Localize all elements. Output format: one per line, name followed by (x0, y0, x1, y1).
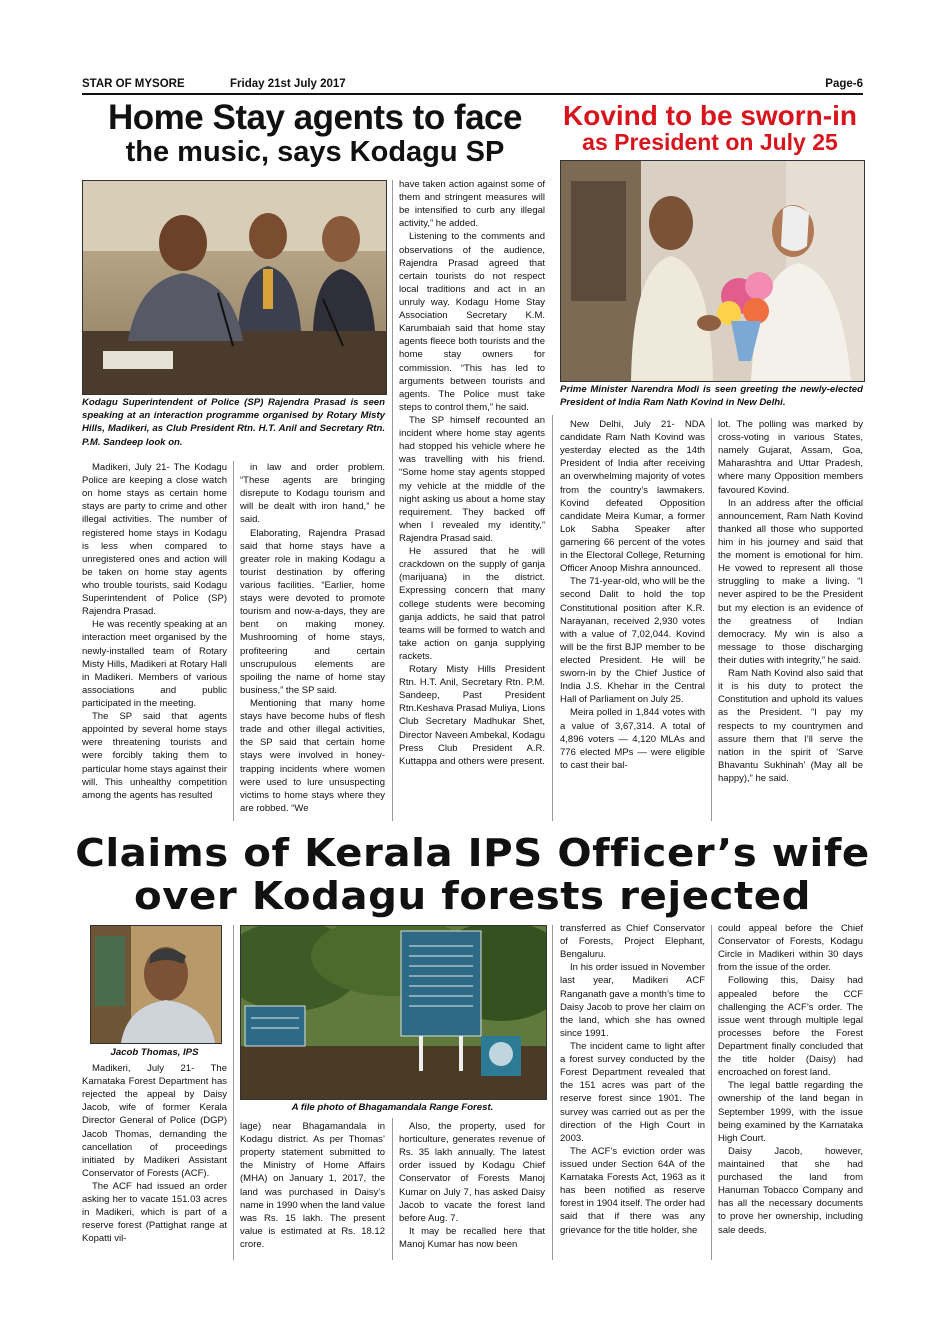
paragraph: Mentioning that many home stays have become hubs of flesh trade and other illegal activities, the SP said that certain home stays were involved in honey-trapping incidents where women were used to lure unsuspecting victims to home stays where they are robbed. “We (240, 697, 385, 814)
story3-headline-line2: over Kodagu forests rejected (134, 873, 811, 918)
story3-column-1 (82, 1062, 227, 1246)
paragraph: could appeal before the Chief Conservator of Forests, Kodagu Circle in Madikeri within 30 days from the issue of the order. (718, 923, 863, 974)
paragraph: lot. The polling was marked by cross-voting in various States, namely Gujarat, Assam, Goa, Maharashtra and Uttar Pradesh, where many Opposition members favoured Kovind. (718, 419, 863, 496)
paragraph: Following this, Daisy had appealed before the CCF challenging the ACF’s order. The issue went through multiple legal processes before the Forest Department finally concluded that the title holder (Daisy) had encroached on forest land. (718, 975, 863, 1079)
kovind-modi-illustration (561, 161, 864, 381)
paragraph: It may be recalled here that Manoj Kumar has now been (399, 1225, 545, 1250)
paragraph: The SP himself recounted an incident where home stay agents had stopped his vehicle where he was travelling with his friend. “Some home stay agents stopped my vehicle at the middle of the night asking us about a home stay requirement. They backed off when I revealed my identity,” Rajendra Prasad said. (399, 414, 545, 544)
paragraph: have taken action against some of them and stringent measures will be intensified to curb any illegal activity,” he added. (399, 179, 545, 230)
story3-column-2 (240, 1120, 385, 1251)
kovind-modi-photo (560, 160, 865, 382)
story3-column-5 (718, 922, 863, 1237)
story2-headline-line1: Kovind to be sworn-in (563, 100, 857, 131)
paragraph: The incident came to light after a forest survey conducted by the Forest Department revealed that the 151 acres was part of the reserve forest since 1901. The survey was carried out as per the direction of the High Court in 2003. (560, 1040, 705, 1144)
bhagamandala-forest-photo (240, 925, 547, 1100)
sp-meeting-illustration (83, 181, 386, 394)
story1-photo-caption: Kodagu Superintendent of Police (SP) Rajendra Prasad is seen speaking at an interaction programme organised by Rotary Misty Hills, Madikeri, as Club President Rtn. H.T. Anil and Secretary Rtn. P.M. Sandeep look on. (82, 397, 385, 448)
story1-headline-line1: Home Stay agents to face (108, 98, 522, 137)
story1-column-3 (399, 178, 545, 768)
masthead-rule (82, 93, 863, 95)
story2-column-1 (560, 418, 705, 772)
story2-headline (555, 101, 865, 155)
paragraph: Also, the property, used for horticulture, generates revenue of Rs. 35 lakh annually. The latest order issued by Kodagu Chief Conservator of Forests Manoj Kumar on July 7, has asked Daisy Jacob to vacate the forest land before Aug. 7. (399, 1121, 545, 1224)
paragraph: transferred as Chief Conservator of Forests, Project Elephant, Bengaluru. (560, 923, 705, 961)
paragraph: He assured that he will crackdown on the supply of ganja (marijuana) in the district. Expressing concern that many college students were becoming ganja addicts, he said that patrol teams will be formed to watch and take action on ganja supplying rackets. (399, 546, 545, 662)
forest-illustration (241, 926, 546, 1099)
paragraph: In his order issued in November last year, Madikeri ACF Ranganath gave a month’s time to Daisy Jacob to prove her claim on the land, which she has owned since 1991. (560, 962, 705, 1039)
publication-name: STAR OF MYSORE (82, 78, 185, 90)
paragraph: The ACF’s eviction order was issued under Section 64A of the Karnataka Forests Act, 1963 as it has been notified as reserve forest in 1904 itself. The order had said that if there was any grievance for the title holder, she (560, 1145, 705, 1236)
column-divider (711, 418, 712, 821)
story2-headline-line2: as President on July 25 (582, 129, 838, 156)
column-divider (392, 180, 393, 821)
paragraph: in law and order problem. “These agents are bringing disrepute to Kodagu tourism and will be dealt with iron hand,” he said. (240, 462, 385, 526)
paragraph: Madikeri, July 21- The Karnataka Forest Department has rejected the appeal by Daisy Jacob, wife of former Kerala Director General of Police (DGP) Jacob Thomas, demanding the cancellation of proceedings initiated by Madikeri Assistant Conservator of Forests (ACF). (82, 1063, 227, 1179)
column-divider (233, 461, 234, 821)
page-number: Page-6 (825, 78, 863, 90)
story1-column-1 (82, 461, 227, 802)
story3-column-4 (560, 922, 705, 1237)
paragraph: Rotary Misty Hills President Rtn. H.T. Anil, Secretary Rtn. P.M. Sandeep, Past President Rtn.Keshava Prasad Muliya, Lions Club Secretary Madhukar Shet, Director Naveen Ambekal, Kodagu Press Club President A.R. Kuttappa and others were present. (399, 664, 545, 767)
paragraph: The SP said that agents appointed by several home stays were threatening tourists and were forcibly taking them to particular home stays against their will. This unhealthy competition among the agents has resulted (82, 711, 227, 801)
story3-column-3 (399, 1120, 545, 1251)
story2-column-2 (718, 418, 863, 785)
paragraph: Meira polled in 1,844 votes with a value of 3,67,314. A total of 4,896 voters — 4,120 MLAs and 776 elected MPs — were eligible to cast their bal- (560, 707, 705, 771)
paragraph: In an address after the official announcement, Ram Nath Kovind thanked all those who supported him in his journey and said that the moment is emotional for him. He vowed to represent all those struggling to make a living. “I never aspired to be the President but my election is an evidence of the greatness of Indian democracy. My win is also a message to those discharging their duties with integrity,” he said. (718, 497, 863, 666)
issue-date: Friday 21st July 2017 (230, 78, 346, 90)
story2-photo-caption: Prime Minister Narendra Modi is seen greeting the newly-elected President of India Ram Nath Kovind in New Delhi. (560, 384, 863, 409)
paragraph: lage) near Bhagamandala in Kodagu district. As per Thomas’ property statement submitted to the Ministry of Home Affairs (MHA) on January 1, 2017, the land was purchased in Daisy’s name in 1990 when the land value was Rs. 15 lakh. The present value is estimated at Rs. 18.12 crore. (240, 1121, 385, 1250)
forest-photo-caption: A file photo of Bhagamandala Range Forest. (291, 1102, 494, 1113)
column-divider (552, 415, 553, 821)
paragraph: The ACF had issued an order asking her to vacate 151.03 acres in Madikeri, which is part of a reserve forest (Pattighat range at Kopatti vil- (82, 1180, 227, 1245)
paragraph: Elaborating, Rajendra Prasad said that home stays have a greater role in making Kodagu a tourist destination by offering various facilities. “Earlier, home stays were devoted to promote tourism and now-a-days, they are bent on making money. Mushrooming of home stays, profiteering and certain unscrupulous elements are spoiling the name of home stay business,” the SP said. (240, 527, 385, 696)
column-divider (233, 925, 234, 1260)
story1-headline (80, 100, 550, 167)
masthead (82, 78, 863, 94)
jacob-thomas-caption: Jacob Thomas, IPS (110, 1047, 199, 1058)
story1-column-2 (240, 461, 385, 815)
paragraph: He was recently speaking at an interaction meet organised by the newly-installed team of Rotary Misty Hills, Madikeri at Rotary Hall in Madikeri. Members of various associations and public participated in the meeting. (82, 619, 227, 709)
jacob-thomas-photo (90, 925, 222, 1044)
column-divider (392, 1118, 393, 1260)
paragraph: Daisy Jacob, however, maintained that she had purchased the land from Hanuman Tobacco Company and has all the necessary documents to prove her ownership, including sale deeds. (718, 1145, 863, 1236)
column-divider (711, 925, 712, 1260)
story3-headline (60, 832, 885, 918)
paragraph: New Delhi, July 21- NDA candidate Ram Nath Kovind was yesterday elected as the 14th President of India after receiving an overwhelming majority of votes from the country’s lawmakers. Kovind defeated Opposition candidate Meira Kumar, a former Lok Sabha Speaker after garnering 66 percent of the votes in the Electoral College, Returning Officer Anoop Mishra announced. (560, 419, 705, 575)
column-divider (552, 925, 553, 1260)
story3-headline-line1: Claims of Kerala IPS Officer’s wife (75, 831, 870, 875)
jacob-thomas-illustration (91, 926, 221, 1043)
paragraph: Ram Nath Kovind also said that it is his duty to protect the Constitution and uphold its values as the President. “I pay my respects to my countrymen and assure them that I’ll serve the nation in the spirit of ‘Sarve Bhavantu Sukhinah’ (May all be happy),” he said. (718, 668, 863, 784)
story1-headline-line2: the music, says Kodagu SP (125, 135, 505, 168)
paragraph: Listening to the comments and observations of the audience, Rajendra Prasad agreed that certain tourists do not respect local traditions and act in an unruly way. Kodagu Home Stay Association Secretary K.M. Karumbaiah said that home stay agents fleece both tourists and the home stay owners for commission. “This has led to arguments between tourists and agents. The Police must take steps to control them,” he said. (399, 231, 545, 413)
sp-meeting-photo (82, 180, 387, 395)
paragraph: The 71-year-old, who will be the second Dalit to hold the top Constitutional position after K.R. Narayanan, received 2,930 votes with a value of 7,02,044. Kovind will be the first BJP member to be elected President. He will be sworn-in by the Chief Justice of India J.S. Khehar in the Central Hall of Parliament on July 25. (560, 576, 705, 706)
paragraph: Madikeri, July 21- The Kodagu Police are keeping a close watch on home stays as certain home stays are party to crime and other illegal activities. The number of registered home stays in Kodagu is less when compared to unregistered ones and action will be taken on home stay agents who trouble tourists, said Kodagu Superintendent of Police (SP) Rajendra Prasad. (82, 462, 227, 618)
paragraph: The legal battle regarding the ownership of the land began in September 1999, with the issue being examined by the Karnataka High Court. (718, 1080, 863, 1144)
